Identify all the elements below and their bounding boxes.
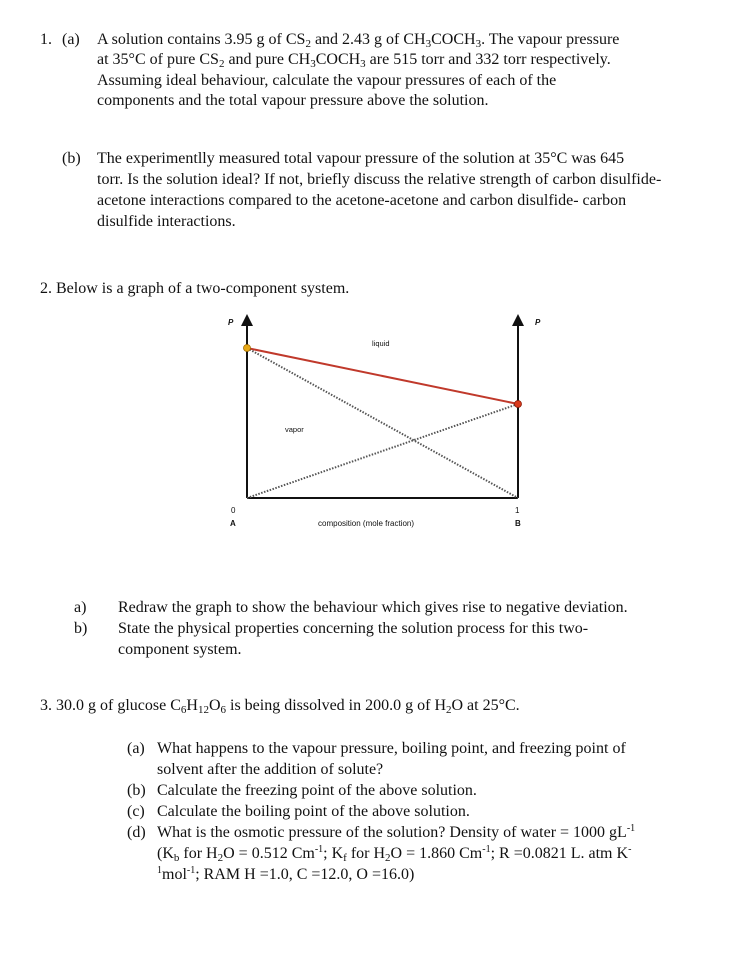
liquid-label: liquid: [372, 339, 390, 348]
x-axis-label: composition (mole fraction): [318, 519, 415, 528]
q3-a-label: (a): [127, 740, 145, 757]
q2-heading: 2. Below is a graph of a two-component system.: [40, 280, 350, 297]
q3-d-line1: What is the osmotic pressure of the solution? Density of water = 1000 $gL^{-1}$: [157, 823, 636, 841]
q1-number: 1.: [40, 31, 52, 48]
component-b-label: B: [515, 519, 521, 528]
q3-a-line1: What happens to the vapour pressure, boiling point, and freezing point of: [157, 740, 626, 757]
left-axis-arrow: [241, 314, 253, 326]
q1-a-line1: A solution contains 3.95 g of $CS_2$ and 2.43 g of $CH_3COCH_3$. The vapour pressure: [97, 31, 620, 50]
q3-b-text: Calculate the freezing point of the above solution.: [157, 782, 477, 799]
q3-c-label: (c): [127, 803, 145, 820]
q1-b-line3: acetone interactions compared to the acetone-acetone and carbon disulfide- carbon: [97, 192, 627, 209]
q2-b-label: b): [74, 620, 88, 637]
q1-a-line3: Assuming ideal behaviour, calculate the vapour pressures of each of the: [97, 72, 557, 89]
q2-a-text: Redraw the graph to show the behaviour which gives rise to negative deviation.: [118, 599, 628, 616]
q1-b-label: (b): [62, 150, 81, 167]
q3-d-line2: ($K_b$ for $H_2O = 0.512$ $Cm^{-1}$; $K_f$ for $H_2O = 1.860$ $Cm^{-1}$; R =0.0821 L. atm K-: [157, 844, 632, 864]
q2-b-line2: component system.: [118, 641, 242, 658]
p-left-label: P: [228, 318, 234, 327]
q3-d-label: (d): [127, 824, 146, 841]
partial-pressure-b-line: [247, 404, 518, 498]
q1-b-line4: disulfide interactions.: [97, 213, 236, 230]
liquid-line: [247, 348, 518, 404]
q2-a-label: a): [74, 599, 87, 616]
q1-a-line2: at 35°C of pure $CS_2$ and pure $CH_3COCH_3$ are 515 torr and 332 torr respectively.: [97, 51, 611, 70]
q1-a-label: (a): [62, 31, 80, 48]
vapor-label: vapor: [285, 425, 304, 434]
partial-pressure-a-line: [247, 348, 518, 498]
pure-a-point: [244, 345, 251, 352]
q2-b-line1: State the physical properties concerning the solution process for this two-: [118, 620, 589, 637]
pure-b-point: [515, 401, 522, 408]
q1-b-line2: torr. Is the solution ideal? If not, briefly discuss the relative strength of carbon disulfide-: [97, 171, 662, 188]
q1-a-line4: components and the total vapour pressure above the solution.: [97, 92, 489, 109]
q3-c-text: Calculate the boiling point of the above solution.: [157, 803, 470, 820]
q3-a-line2: solvent after the addition of solute?: [157, 761, 384, 778]
q3-d-line3: $^1$mol$^{-1}$; RAM H =1.0, C =12.0, O =16.0): [157, 865, 415, 883]
x-end-label: 1: [515, 506, 520, 515]
q3-b-label: (b): [127, 782, 146, 799]
x-start-label: 0: [231, 506, 236, 515]
q1-b-line1: The experimentlly measured total vapour pressure of the solution at 35°C was 645: [97, 150, 625, 167]
q3-intro: 3. 30.0 g of glucose $C_6H_{12}O_6$ is being dissolved in 200.0 g of $H_2O$ at 25°C.: [40, 697, 520, 716]
right-axis-arrow: [512, 314, 524, 326]
p-right-label: P: [535, 318, 541, 327]
component-a-label: A: [230, 519, 236, 528]
